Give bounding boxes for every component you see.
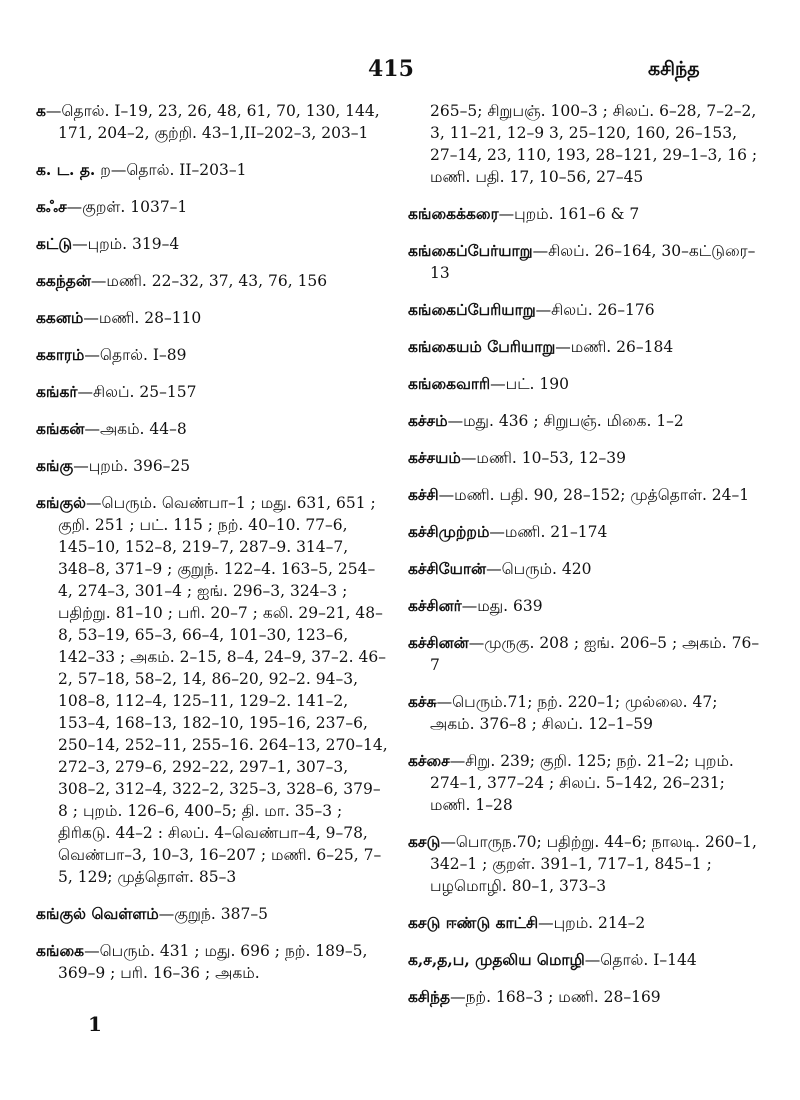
- index-entry: [408, 750, 760, 816]
- headword: கங்கன்: [36, 419, 85, 438]
- references: ற—தொல். II–203–1: [95, 161, 247, 179]
- references: —சிலப். 25–157: [77, 383, 197, 401]
- headword: கங்குல் வெள்ளம்: [36, 904, 159, 923]
- headword: கங்குல்: [36, 493, 87, 512]
- index-entry: [36, 344, 388, 366]
- references: —மணி. 28–110: [83, 309, 202, 327]
- index-entry: [36, 903, 388, 925]
- index-entry: [36, 418, 388, 440]
- index-entry: [408, 558, 760, 580]
- signature-mark: 1: [88, 1012, 102, 1036]
- headword: கச்சினன்: [408, 633, 469, 652]
- references: —பட். 190: [490, 375, 569, 393]
- index-entry: [408, 240, 760, 284]
- references: —மணி. 21–174: [489, 523, 608, 541]
- headword: கச்சயம்: [408, 448, 461, 467]
- right-column: [408, 100, 760, 1023]
- references: —குறள். 1037–1: [66, 198, 188, 216]
- references: —நற். 168–3 ; மணி. 28–169: [450, 988, 661, 1006]
- headword: க: [36, 101, 46, 120]
- references: —புறம். 161–6 & 7: [498, 205, 640, 223]
- index-entry: [36, 233, 388, 255]
- index-entry: [408, 949, 760, 971]
- references: —பெரும். 431 ; மது. 696 ; நற். 189–5, 369–9 ; பரி. 16–36 ; அகம்.: [58, 942, 368, 982]
- headword: ககனம்: [36, 308, 84, 327]
- headword: கசிந்த: [408, 987, 451, 1006]
- headword: ககாரம்: [36, 345, 85, 364]
- headword: கசடு ஈண்டு காட்சி: [408, 913, 539, 932]
- page-number: 415: [368, 56, 414, 82]
- index-entry: [408, 447, 760, 469]
- index-entry: [408, 410, 760, 432]
- references: —மணி. 22–32, 37, 43, 76, 156: [90, 272, 328, 290]
- headword: கச்சியோன்: [408, 559, 487, 578]
- references: —பெரும். 420: [486, 560, 592, 578]
- index-entry: [36, 307, 388, 329]
- headword: கங்கைப்பேர்யாறு: [408, 241, 533, 260]
- headword: கஃச: [36, 197, 67, 216]
- index-entry: [36, 159, 388, 181]
- index-entry: [408, 521, 760, 543]
- references: —சிலப். 26–164, 30–கட்டுரை–13: [430, 242, 756, 282]
- continued-entry: [408, 100, 760, 188]
- headword: கங்கைவாரி: [408, 374, 491, 393]
- references: —புறம். 319–4: [72, 235, 180, 253]
- running-head: கசிந்த: [648, 58, 700, 80]
- references: —தொல். I–89: [84, 346, 187, 364]
- headword: கங்கை: [36, 941, 85, 960]
- index-entry: [408, 831, 760, 897]
- index-entry: [408, 632, 760, 676]
- headword: க. ட. த.: [36, 160, 96, 179]
- index-entry: [408, 912, 760, 934]
- index-entry: [408, 336, 760, 358]
- references: —புறம். 214–2: [538, 914, 646, 932]
- references: —மணி. 26–184: [555, 338, 674, 356]
- index-entry: [36, 940, 388, 984]
- references: —தொல். I–144: [584, 951, 697, 969]
- headword: கங்கு: [36, 456, 74, 475]
- index-entry: [408, 595, 760, 617]
- references: —மணி. 10–53, 12–39: [460, 449, 626, 467]
- headword: கச்சினர்: [408, 596, 462, 615]
- headword: கங்கைக்கரை: [408, 204, 499, 223]
- headword: க,ச,த,ப, முதலிய மொழி: [408, 950, 585, 969]
- index-entry: [36, 270, 388, 292]
- index-entry: [36, 492, 388, 888]
- index-entry: [408, 373, 760, 395]
- headword: கங்கையம் பேரியாறு: [408, 337, 556, 356]
- headword: கச்சம்: [408, 411, 448, 430]
- index-entry: [408, 299, 760, 321]
- references: —பெரும். வெண்பா–1 ; மது. 631, 651 ; குறி. 251 ; பட். 115 ; நற். 40–10. 77–6, 145–10, 152–8, 219–7, 287–9. 314–7, 348–8, 371–9 ; குறுந். 122–4. 163–5, 254–4, 274–3, 301–4 ; ஐங். 296–3, 324–3 ; பதிற்று. 81–10 ; பரி. 20–7 ; கலி. 29–21, 48–8, 53–19, 65–3, 66–4, 101–30, 123–6, 142–33 ; அகம். 2–15, 8–4, 24–9, 37–2. 46–2, 57–18, 58–2, 14, 86–20, 92–2. 94–3, 108–8, 112–4, 125–11, 129–2. 141–2, 153–4, 168–13, 182–10, 195–16, 237–6, 250–14, 252–11, 255–16. 264–13, 270–14, 272–3, 279–6, 292–22, 297–1, 307–3, 308–2, 312–4, 322–2, 325–3, 328–6, 379–8 ; புறம். 126–6, 400–5; தி. மா. 35–3 ; திரிகடு. 44–2 : சிலப். 4–வெண்பா–4, 9–78, வெண்பா–3, 10–3, 16–207 ; மணி. 6–25, 7–5, 129; முத்தொள். 85–3: [58, 494, 388, 886]
- headword: கங்கர்: [36, 382, 78, 401]
- left-column: [36, 100, 388, 999]
- references: —குறுந். 387–5: [158, 905, 268, 923]
- headword: கட்டு: [36, 234, 73, 253]
- headword: ககந்தன்: [36, 271, 91, 290]
- references: —மது. 436 ; சிறுபஞ். மிகை. 1–2: [447, 412, 684, 430]
- index-entry: [36, 100, 388, 144]
- references: —புறம். 396–25: [73, 457, 191, 475]
- references: —மணி. பதி. 90, 28–152; முத்தொள். 24–1: [438, 486, 750, 504]
- headword: கச்சி: [408, 485, 439, 504]
- headword: கச்சு: [408, 692, 437, 711]
- references: 265–5; சிறுபஞ். 100–3 ; சிலப். 6–28, 7–2–2, 3, 11–21, 12–9 3, 25–120, 160, 26–153, 27–14, 23, 110, 193, 28–121, 29–1–3, 16 ; மணி. பதி. 17, 10–56, 27–45: [430, 102, 758, 186]
- references: —மது. 639: [461, 597, 543, 615]
- index-entry: [408, 986, 760, 1008]
- references: —சிலப். 26–176: [535, 301, 655, 319]
- headword: கங்கைப்பேரியாறு: [408, 300, 536, 319]
- headword: கச்சிமுற்றம்: [408, 522, 490, 541]
- index-entry: [36, 196, 388, 218]
- references: —பெரும்.71; நற். 220–1; முல்லை. 47; அகம். 376–8 ; சிலப். 12–1–59: [430, 693, 718, 733]
- references: —பொருந.70; பதிற்று. 44–6; நாலடி. 260–1, 342–1 ; குறள். 391–1, 717–1, 845–1 ; பழமொழி. 80–1, 373–3: [430, 833, 757, 895]
- headword: கசடு: [408, 832, 441, 851]
- index-entry: [408, 484, 760, 506]
- references: —தொல். I–19, 23, 26, 48, 61, 70, 130, 144, 171, 204–2, குற்றி. 43–1,II–202–3, 203–1: [45, 102, 380, 142]
- index-entry: [408, 691, 760, 735]
- index-entry: [36, 455, 388, 477]
- index-entry: [36, 381, 388, 403]
- references: —முருகு. 208 ; ஐங். 206–5 ; அகம். 76–7: [430, 634, 760, 674]
- references: —சிறு. 239; குறி. 125; நற். 21–2; புறம். 274–1, 377–24 ; சிலப். 5–142, 26–231; மணி. 1–28: [430, 752, 734, 814]
- headword: கச்சை: [408, 751, 450, 770]
- references: —அகம். 44–8: [84, 420, 187, 438]
- index-entry: [408, 203, 760, 225]
